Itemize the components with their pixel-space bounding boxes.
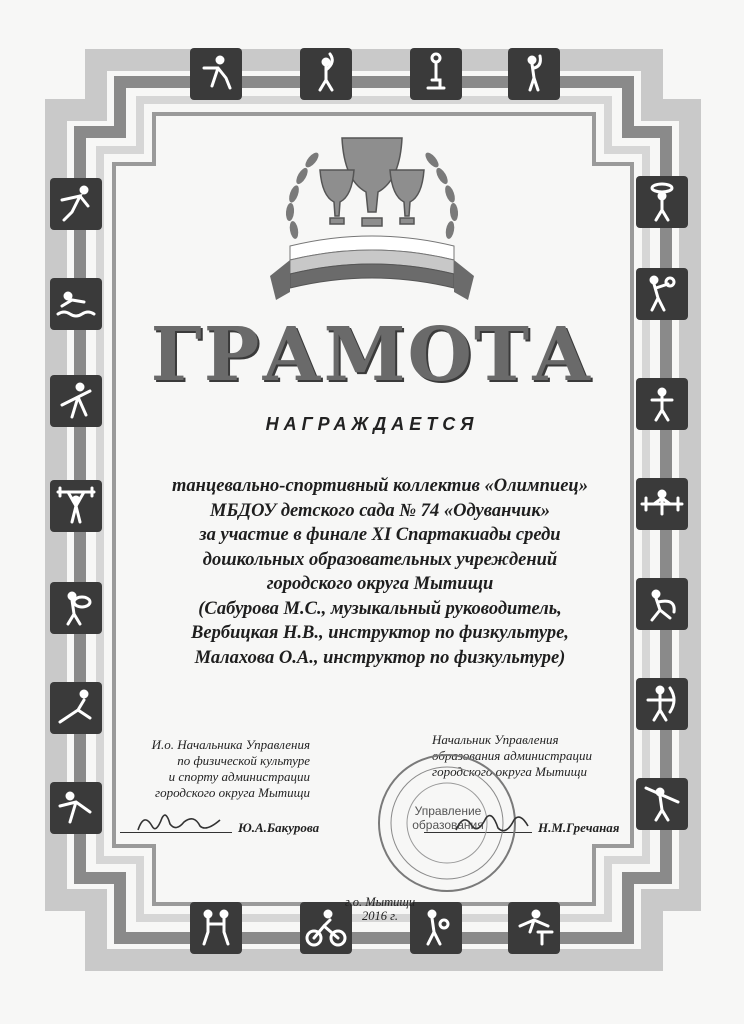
javelin-thrower-icon — [636, 778, 688, 830]
award-line: танцевально-спортивный коллектив «Олимпиец» — [172, 476, 588, 496]
stamp-line: Управление — [414, 804, 482, 818]
year-label: 2016 г. — [362, 909, 398, 923]
signatory-line: по физической культуре — [177, 753, 310, 768]
award-line: (Сабурова М.С., музыкальный руководитель, — [198, 598, 562, 619]
city-label: г.о. Мытищи — [344, 895, 416, 909]
signatory-line: образования администрации — [432, 748, 593, 763]
gymnast-icon — [190, 48, 242, 100]
cups-icon — [320, 138, 424, 226]
jumper-icon — [50, 782, 102, 834]
ribbon-gymnast-icon — [636, 578, 688, 630]
right-handwritten-signature — [452, 806, 532, 838]
award-text — [130, 474, 630, 670]
awarded-heading: НАГРАЖДАЕТСЯ — [265, 414, 479, 434]
place-and-date — [300, 895, 460, 923]
archer-icon — [636, 678, 688, 730]
skater-icon — [50, 682, 102, 734]
ribbon-dancer-icon — [300, 48, 352, 100]
award-line: Вербицкая Н.В., инструктор по физкультуре, — [191, 623, 569, 643]
left-signatory-title — [120, 737, 310, 801]
signatory-line: Начальник Управления — [432, 732, 559, 747]
sprinter-icon — [50, 178, 102, 230]
tricolor-ribbon — [270, 236, 474, 300]
signatory-line: городского округа Мытищи — [155, 785, 310, 800]
signatory-line: И.о. Начальника Управления — [151, 737, 310, 752]
signatory-line: и спорту администрации — [168, 769, 310, 784]
hurdler-icon — [508, 902, 560, 954]
award-line: дошкольных образовательных учреждений — [202, 549, 558, 570]
award-line: МБДОУ детского сада № 74 «Одуванчик» — [210, 500, 550, 521]
left-handwritten-signature — [134, 808, 224, 838]
trophy-figure-icon — [410, 48, 462, 100]
certificate-title: ГРАМОТА — [150, 312, 594, 398]
pair-gymnasts-icon — [190, 902, 242, 954]
stamp-line: образования — [412, 818, 484, 832]
left-signatory-name: Ю.А.Бакурова — [238, 820, 320, 835]
right-signatory-name: Н.М.Гречаная — [538, 820, 620, 835]
barbell-icon — [636, 478, 688, 530]
hoop-gymnast-icon — [50, 582, 102, 634]
hoop-holder-icon — [636, 176, 688, 228]
award-line: за участие в финале XI Спартакиады среди — [199, 525, 561, 545]
rhythmic-gymnast-icon — [508, 48, 560, 100]
trophy-emblem — [250, 100, 494, 310]
signatory-line: городского округа Мытищи — [432, 764, 587, 779]
weightlifter-icon — [50, 480, 102, 532]
award-line: Малахова О.А., инструктор по физкультуре) — [194, 647, 566, 668]
award-line: городского округа Мытищи — [266, 574, 494, 594]
